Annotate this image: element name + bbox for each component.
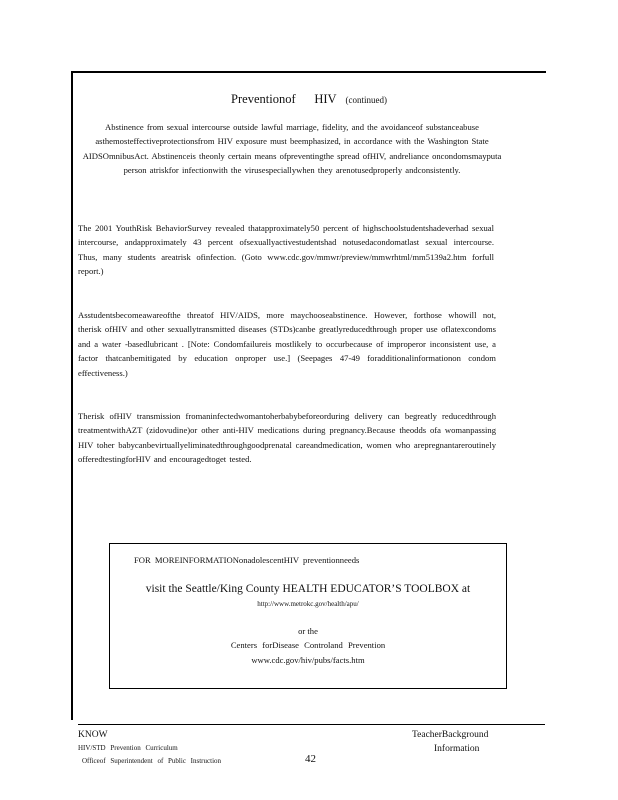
title-continued: (continued) (345, 95, 387, 105)
page-title (0, 92, 618, 107)
footer-teacher-background: TeacherBackground (412, 730, 489, 740)
transmission-paragraph: Therisk ofHIV transmission fromaninfectedwomantoherbabybeforeorduring delivery can begreatly reducedthrough treatmentwithAZT (zidovudine)or other anti-HIV medications during pregnancy.Because theodds ofa womanpassing HIV toher babycanbevirtuallyeliminatedthroughgoodprenatal careandmedication, women who arepregnantareroutinely offeredtestingforHIV and encouragedtoget tested. (78, 411, 496, 465)
top-rule (71, 71, 546, 73)
footer-rule (78, 724, 545, 725)
info-box-cdc-name: Centers forDisease Controland Prevention (230, 640, 386, 650)
info-box-toolbox-line: visit the Seattle/King County HEALTH EDUCATOR’S TOOLBOX at (145, 583, 471, 595)
footer-curriculum: HIV/STD Prevention Curriculum (78, 744, 178, 752)
title-text: Preventionof HIV (231, 92, 337, 106)
footer-know: KNOW (78, 730, 108, 740)
more-information-box (109, 543, 507, 689)
abstinence-paragraph: Abstinence from sexual intercourse outside lawful marriage, fidelity, and the avoidanceof substanceabuse asthemosteffectiveprotectionsfrom HIV exposure must beemphasized, in accordance with the Washington State AIDSOmnibusAct. Abstinenceis theonly certain means ofpreventingthe spread ofHIV, andreliance oncondomsmayputa person atriskfor infectionwith the virusespeciallywhen they arenotusedproperly andconsistently. (82, 122, 502, 176)
info-box-cdc-url[interactable]: www.cdc.gov/hiv/pubs/facts.htm (251, 655, 365, 665)
survey-paragraph: The 2001 YouthRisk BehaviorSurvey revealed thatapproximately50 percent of highschoolstudentshadeverhad sexual intercourse, andapproximately 43 percent ofsexuallyactivestudentshad notusedacondomatlast sexual intercourse. Thus, many students areatrisk ofinfection. (Goto www.cdc.gov/mmwr/preview/mmwrhtml/mm5139a2.htm forfull report.) (78, 223, 494, 277)
footer-office: Officeof Superintendent of Public Instruction (82, 757, 222, 765)
info-box-heading: FOR MOREINFORMATIONonadolescentHIV preventionneeds (134, 555, 360, 565)
info-box-toolbox-url[interactable]: http://www.metrokc.gov/health/apu/ (257, 600, 359, 608)
footer-information: Information (434, 744, 480, 754)
info-box-or: or the (298, 626, 318, 636)
condom-paragraph: Asstudentsbecomeawareofthe threatof HIV/AIDS, more maychooseabstinence. However, forthose whowill not, therisk ofHIV and other sexuallytransmitted diseases (STDs)canbe greatlyreducedthrough proper use oflatexcondoms and a water -basedlubricant . [Note: Condomfailureis mostlikely to occurbecause of improperor inconsistent use, a factor thatcanbemitigated by education onproper use.] (Seepages 47-49 foradditionalinformationon condom effectiveness.) (78, 310, 496, 378)
page-number: 42 (305, 753, 316, 765)
left-margin-rule (71, 72, 73, 720)
